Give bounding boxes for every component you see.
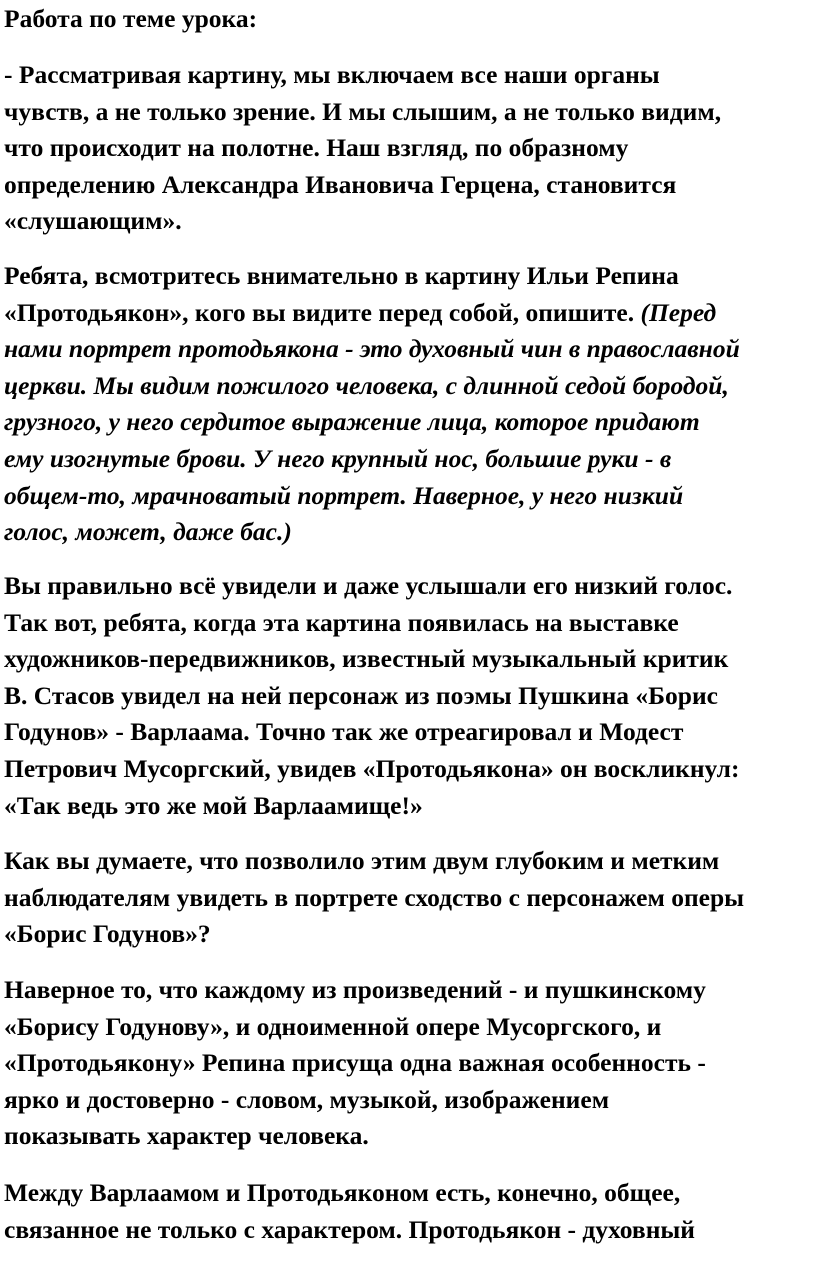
text-line: наблюдателям увидеть в портрете сходство с персонажем оперы — [4, 882, 745, 912]
paragraph-question-portrait — [4, 258, 816, 551]
text-line: «Протодьякону» Репина присуща одна важная особенность - — [4, 1048, 706, 1078]
answer-line-italic: голос, может, даже бас.) — [4, 517, 292, 547]
lesson-heading — [4, 1, 257, 38]
answer-line-italic: общем-то, мрачноватый портрет. Наверное, у него низкий — [4, 480, 684, 510]
text-line: «Так ведь это же мой Варлаамище!» — [4, 790, 423, 820]
answer-line-italic: церкви. Мы видим пожилого человека, с длинной седой бородой, — [4, 370, 729, 400]
answer-line-italic: нами портрет протодьякона - это духовный чин в православной — [4, 334, 740, 364]
text-line: Как вы думаете, что позволило этим двум глубоким и метким — [4, 846, 720, 875]
text-line: Ребята, всмотритесь внимательно в картину Ильи Репина — [4, 261, 679, 290]
text-segment: «Протодьякон», кого вы видите перед собой, опишите. — [4, 297, 635, 327]
text-line-mixed — [4, 295, 816, 332]
paragraph-intro — [4, 57, 804, 240]
heading-text: Работа по теме урока: — [4, 4, 258, 33]
text-line: что происходит на полотне. Наш взгляд, по образному — [4, 133, 629, 163]
text-line: показывать характер человека. — [4, 1121, 369, 1151]
text-line: определению Александра Ивановича Герцена, становится — [4, 169, 677, 199]
text-line: Петрович Мусоргский, увидев «Протодьякона» он воскликнул: — [4, 753, 740, 783]
answer-segment-italic: (Перед — [634, 297, 717, 327]
answer-line-italic: ему изогнутые брови. У него крупный нос, большие руки - в — [4, 443, 672, 473]
paragraph-answer-character — [4, 972, 804, 1155]
text-line: Так вот, ребята, когда эта картина появилась на выставке — [4, 607, 679, 637]
text-line: «Борису Годунову», и одноименной опере Мусоргского, и — [4, 1011, 662, 1041]
text-line: Годунов» - Варлаама. Точно так же отреагировал и Модест — [4, 717, 684, 747]
text-line: Наверное то, что каждому из произведений - и пушкинскому — [4, 975, 706, 1004]
answer-line-italic: грузного, у него сердитое выражение лица, которое придают — [4, 407, 700, 437]
paragraph-question-similarity — [4, 843, 816, 953]
text-line: «Борис Годунов»? — [4, 919, 211, 949]
text-line: Между Варлаамом и Протодьяконом есть, конечно, общее, — [4, 1178, 681, 1207]
text-line: художников-передвижников, известный музыкальный критик — [4, 644, 729, 674]
text-line: «слушающим». — [4, 206, 182, 236]
text-line: связанное не только с характером. Протодьякон - духовный — [4, 1214, 695, 1244]
text-line: - Рассматривая картину, мы включаем все наши органы — [4, 60, 660, 89]
paragraph-stasov-mussorgsky — [4, 568, 816, 824]
paragraph-varlaam-protodeacon — [4, 1175, 804, 1248]
text-line: чувств, а не только зрение. И мы слышим, а не только видим, — [4, 96, 722, 126]
text-line: Вы правильно всё увидели и даже услышали его низкий голос. — [4, 571, 733, 600]
text-line: ярко и достоверно - словом, музыкой, изображением — [4, 1084, 610, 1114]
text-line: В. Стасов увидел на ней персонаж из поэмы Пушкина «Борис — [4, 680, 718, 710]
